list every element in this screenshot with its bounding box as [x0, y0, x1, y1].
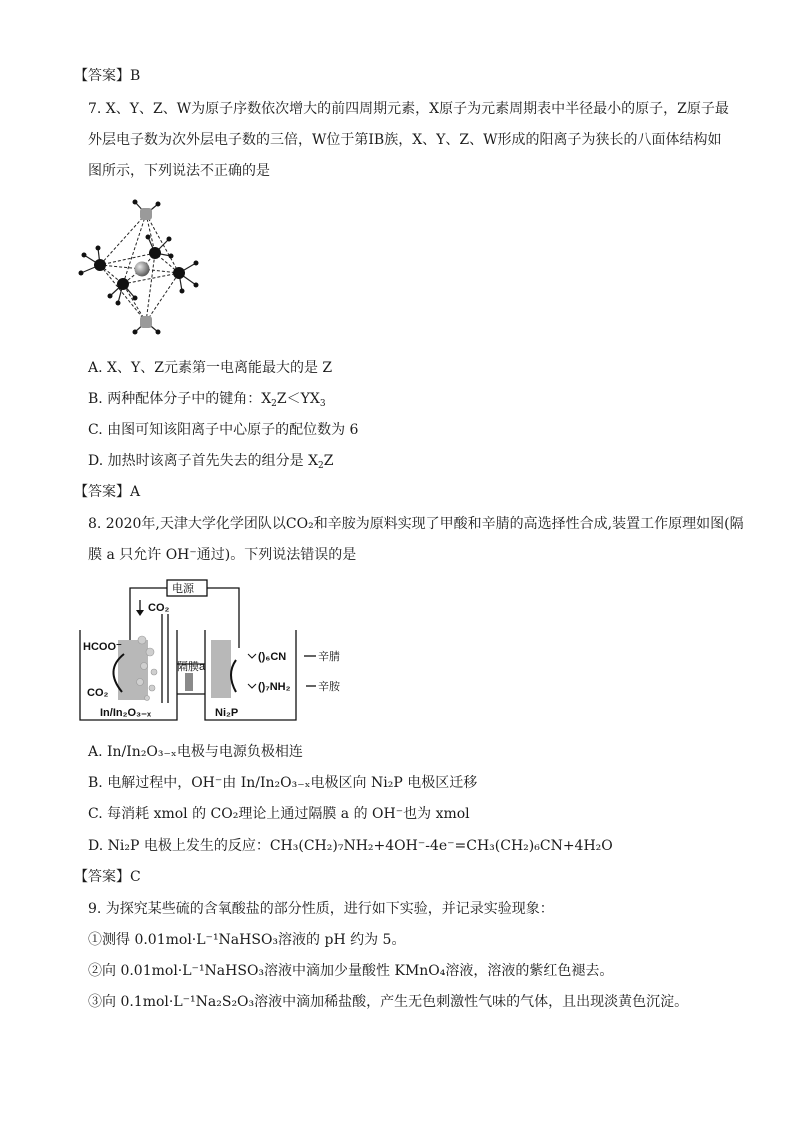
q8-option-b: B. 电解过程中，OH⁻由 In/In₂O₃₋ₓ电极区向 Ni₂P 电极区迁移 [88, 775, 478, 791]
q7-option-a: A. X、Y、Z元素第一电离能最大的是 Z [88, 360, 333, 376]
q9-item-3: ③向 0.1mol·L⁻¹Na₂S₂O₃溶液中滴加稀盐酸，产生无色刺激性气味的气体，且出现淡黄色沉淀。 [88, 994, 689, 1010]
q8-option-d: D. Ni₂P 电极上发生的反应：CH₃(CH₂)₇NH₂+4OH⁻-4e⁻=CH₃(CH₂)₆CN+4H₂O [88, 838, 613, 854]
q8-stem-line2: 膜 a 只允许 OH⁻通过)。下列说法错误的是 [88, 547, 357, 563]
q7-stem-line1: 7. X、Y、Z、W为原子序数依次增大的前四周期元素，X原子为元素周期表中半径最小的原子，Z原子最 [88, 101, 729, 117]
answer-q8: 【答案】C [74, 869, 141, 885]
q7-option-c: C. 由图可知该阳离子中心原子的配位数为 6 [88, 422, 359, 438]
nitrile-name: 辛腈 [318, 651, 340, 663]
q8-stem-line1: 8. 2020年,天津大学化学团队以CO₂和辛胺为原料实现了甲酸和辛腈的高选择性合成,装置工作原理如图(隔 [88, 516, 744, 532]
membrane-label: 隔膜a [177, 661, 206, 673]
q7-option-d: D. 加热时该离子首先失去的组分是 $X_2Z$ [88, 453, 334, 471]
q9-item-2: ②向 0.01mol·L⁻¹NaHSO₃溶液中滴加少量酸性 KMnO₄溶液，溶液的紫红色褪去。 [88, 963, 614, 979]
answer-q6: 【答案】B [74, 68, 141, 84]
electrolysis-cell-diagram [78, 578, 348, 726]
q8-option-c: C. 每消耗 xmol 的 CO₂理论上通过隔膜 a 的 OH⁻也为 xmol [88, 806, 470, 822]
q9-stem: 9. 为探究某些硫的含氧酸盐的部分性质，进行如下实验，并记录实验现象： [88, 901, 554, 917]
power-label: 电源 [172, 583, 194, 595]
amine-formula: (⁠)₇NH₂ [258, 681, 291, 693]
nitrile-formula: (⁠)₆CN [258, 651, 287, 663]
hcoo-label: HCOO⁻ [83, 641, 122, 653]
amine-name: 辛胺 [318, 681, 340, 693]
right-electrode-label: Ni₂P [215, 707, 239, 719]
octahedral-cation-figure [72, 193, 207, 338]
q8-option-a: A. In/In₂O₃₋ₓ电极与电源负极相连 [88, 744, 303, 760]
co2-reactant-label: CO₂ [87, 687, 109, 699]
q9-item-1: ①测得 0.01mol·L⁻¹NaHSO₃溶液的 pH 约为 5。 [88, 932, 406, 948]
q7-option-b: B. 两种配体分子中的键角：$X_2Z<YX_3$ [88, 391, 326, 409]
q7-stem-line3: 图所示，下列说法不正确的是 [88, 163, 270, 179]
answer-q7: 【答案】A [74, 484, 141, 500]
q7-stem-line2: 外层电子数为次外层电子数的三倍，W位于第IB族，X、Y、Z、W形成的阳离子为狭长的八面体结构如 [88, 132, 722, 148]
co2-inlet-label: CO₂ [148, 602, 170, 614]
left-electrode-label: In/In₂O₃₋ₓ [100, 707, 151, 719]
